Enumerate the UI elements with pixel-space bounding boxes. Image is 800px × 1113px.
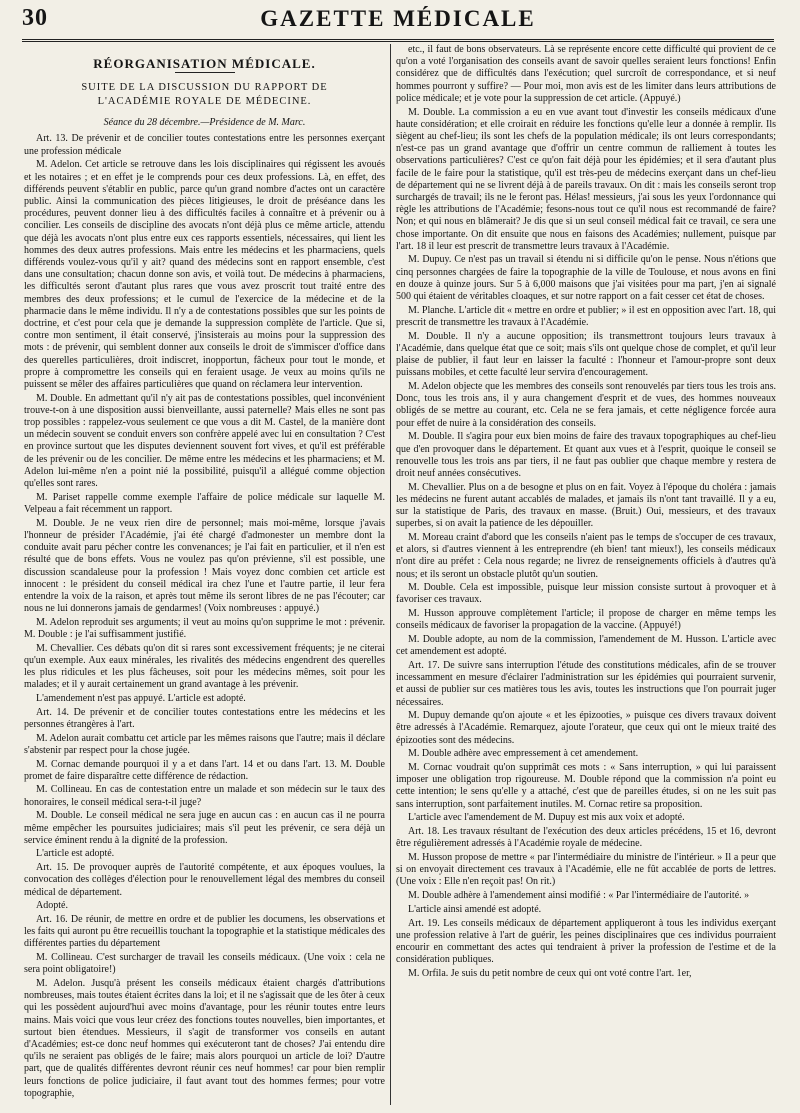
- page-header: [22, 2, 774, 38]
- section-title: RÉORGANISATION MÉDICALE.: [93, 56, 316, 71]
- paragraph: M. Dupuy. Ce n'est pas un travail si étendu ni si difficile qu'on le pense. Nous n'étions que cinq personnes chargées de faire la topographie de la ville de Toulouse, et nous avons en fini en douze à quinze jours. Sur 5 à 6,000 maisons que j'ai visitées pour ma part, j'en ai signalé 500 qui étaient de véritables cloaques, et sur notre rapport on a fait cesser cet état de choses.: [396, 254, 776, 303]
- paragraph: Art. 17. De suivre sans interruption l'étude des constitutions médicales, afin de se trouver incessamment en mesure d'éclairer l'administration sur les épidémies qui pourraient survenir, et aussi de publier sur ces matières tous les avis, toutes les instructions que l'on pourrait juger nécessaires.: [396, 659, 776, 708]
- paragraph: M. Adelon objecte que les membres des conseils sont renouvelés par tiers tous les trois ans. Donc, tous les trois ans, il y aura changement d'esprit et de vues, des hommes nouveaux obligés de se mettre au courant, etc. Cela ne se fera jamais, et cette négligence forcée aura pour effet de nuire à la considération des conseils.: [396, 380, 776, 429]
- paragraph: M. Chevallier. Plus on a de besogne et plus on en fait. Voyez à l'époque du choléra : jamais les médecins ne furent autant accablés de malades, et jamais ils n'ont tant travaillé. Il y a eu, sur la statistique de Paris, des travaux en masse. (Bruit.) Oui, messieurs, et des travaux superbes, si on avait la patience de les dépouiller.: [396, 481, 776, 530]
- paragraph: M. Moreau craint d'abord que les conseils n'aient pas le temps de s'occuper de ces travaux, et alors, si d'autres viennent à les entreprendre (eh bien! tant mieux!), les conseils médicaux n'ont dire au préfet : Cela nous regarde; ne livrez de renseignements officiels à d'autres qu'à nous; et ils seront un obstacle plutôt qu'un soutien.: [396, 531, 776, 580]
- paragraph: M. Husson propose de mettre « par l'intermédiaire du ministre de l'intérieur. » Il a peur que si on envoyait directement ces travaux à l'Académie, elle ne fût accablée de ports de lettres. (Une voix : Elle n'en reçoit pas! On rit.): [396, 852, 776, 888]
- paragraph: L'article avec l'amendement de M. Dupuy est mis aux voix et adopté.: [408, 812, 685, 824]
- paragraph: M. Adelon aurait combattu cet article par les mêmes raisons que l'autre; mais il déclare s'abstenir par respect pour la chose jugée.: [24, 732, 385, 756]
- paragraph: M. Collineau. En cas de contestation entre un malade et son médecin sur le taux des honoraires, le conseil médical sera-t-il juge?: [24, 784, 385, 808]
- paragraph: M. Double. Il s'agira pour eux bien moins de faire des travaux topographiques au chef-lieu que d'en provoquer dans le département. Et quant aux vues et à l'esprit, quoique le conseil se renouvelle tous les trois ans par tiers, il ne faut pas oublier que chaque membre y restera de droit neuf années consécutives.: [396, 431, 776, 479]
- paragraph: M. Double. En admettant qu'il n'y ait pas de contestations possibles, quel inconvénient trouve-t-on à une disposition aussi bienveillante, aussi paternelle? Mais elles ne sont pas trop possibles : rappelez-vous seulement ce que vous a dit M. Castel, de la manière dont un médecin souvent se conduit envers son confrère appelé avec lui en consultation ? C'est en province surtout que les disputes deviennent souvent fort vives, et qu'il est préférable de les prévenir ou de les concilier. De même entre les médecins et les pharmaciens; et M. Adelon lui-même n'en a point nié la possibilité, puisqu'il a allégué comme objection qu'elles sont rares.: [24, 392, 385, 490]
- seance-line: Séance du 28 décembre.—Présidence de M. Marc.: [103, 117, 306, 129]
- paragraph: M. Collineau. C'est surcharger de travail les conseils médicaux. (Une voix : cela ne sera point obligatoire!): [24, 952, 385, 976]
- column-divider: [390, 44, 391, 1105]
- paragraph: M. Double. Cela est impossible, puisque leur mission consiste surtout à provoquer et à favoriser ces travaux.: [396, 582, 776, 606]
- paragraph: M. Cornac voudrait qu'on supprimât ces mots : « Sans interruption, » qui lui paraissent imposer une obligation trop rigoureuse. M. Double répond que la commission n'a point eu cette intention; le sens qu'elle y a attaché, c'est que de pareilles études, si on ne les suit pas sans interruption, sont parfaitement inutiles. M. Cornac retire sa proposition.: [396, 762, 776, 810]
- page-number: 30: [22, 5, 48, 31]
- paragraph: L'article ainsi amendé est adopté.: [408, 903, 542, 915]
- left-column: [24, 44, 385, 1107]
- masthead-title: GAZETTE MÉDICALE: [260, 6, 536, 31]
- right-column: [396, 44, 776, 1107]
- right-paragraphs: [396, 44, 776, 980]
- paragraph: Art. 14. De prévenir et de concilier toutes contestations entre les médecins et les personnes étrangères à l'art.: [24, 706, 385, 730]
- title-divider: [175, 72, 235, 73]
- paragraph: Adopté.: [36, 900, 68, 912]
- paragraph: M. Double. Il n'y a aucune opposition; ils transmettront toujours leurs travaux à l'Académie, dans quelque état que ce soit; mais s'ils ont quelque chose de complet, et qu'il leur plaise de publier, il faut leur en laisser la faculté : l'honneur et l'amour-propre sont deux puissans mobiles, et cette faculté leur servira d'encouragement.: [396, 330, 776, 379]
- paragraph: M. Orfila. Je suis du petit nombre de ceux qui ont voté contre l'art. 1er,: [408, 967, 692, 979]
- paragraph: L'article est adopté.: [36, 848, 115, 860]
- paragraph: M. Husson approuve complètement l'article; il propose de charger en même temps les conseils médicaux de favoriser la propagation de la vaccine. (Appuyé!): [396, 608, 776, 632]
- paragraph: M. Adelon. Cet article se retrouve dans les lois disciplinaires qui régissent les avoués et les notaires ; et en effet je le comprends pour ces deux professions. Là, en effet, des différends peuvent s'établir en public, parce qu'un grand nombre d'actes ont un caractère public. Ainsi la communication des pièces litigieuses, le droit de préséance dans les procédures, peuvent donner lieu à des difficultés faciles à connaître et à prévenir ou à concilier. Les conseils de discipline des avocats n'ont déjà plus ce même article, attendu que déjà les avocats n'ont plus entre eux ces rapports essentiels, nécessaires, qui lient les hommes des deux autres professions. Mais entre les médecins et les pharmaciens, quels différends voulez-vous qu'il y ait? quand des médecins sont en rapport ensemble, c'est dans une consultation; chacun donne son avis, et voilà tout. De médecins à pharmaciens, les difficultés seront d'autant plus rares que vous avez proscrit tout traité entre des membres des deux professions; et le cumul de l'exercice de la médecine et de la pharmacie dans le même individu. Il n'y a de contestations possibles que sur les points de doctrine, et c'est pour cela que je demande la suppression complète de l'article. Que si, contre mon sentiment, il était conservé, j'insisterais au moins pour la suppression des mots : de prévenir, qui semblent donner aux conseils le droit de s'immiscer d'office dans des querelles particulières, droit indiscret, inopportun, fâcheux pour tout le monde, et propre à compromettre les conseils qui en feraient usage. Je veux au moins qu'ils ne puissent se mêler des affaires particulières que quand on réclamera leur intervention.: [24, 159, 385, 390]
- paragraph: M. Double. Je ne veux rien dire de personnel; mais moi-même, lorsque j'avais l'honneur de présider l'Académie, j'ai été chargé d'admonester un membre dont la conduite avait paru pécher contre les convenances; je l'ai fait en particulier, et il n'en est résulté que de bons effets. Vous ne voulez pas qu'on prévienne, s'il est possible, une discussion scandaleuse pour la profession ! Mais voyez donc combien cet article est innocent : le président du conseil médical ira chez l'une et l'autre partie, il leur fera entendre la voix de la raison, et après tout même ils seront libres de ne pas l'écouter; car nous ne lui donnerons jamais de gendarmes! (Voix nombreuses : appuyé.): [24, 517, 385, 615]
- paragraph: Art. 15. De provoquer auprès de l'autorité compétente, et aux époques voulues, la convocation des collèges d'élection pour le renouvellement légal des membres du conseil médical de département.: [24, 862, 385, 898]
- paragraph: M. Adelon reproduit ses arguments; il veut au moins qu'on supprime le mot : prévenir. M. Double : je l'ai suffisamment justifié.: [24, 616, 385, 641]
- paragraph: M. Double adopte, au nom de la commission, l'amendement de M. Husson. L'article avec cet amendement est adopté.: [396, 634, 776, 658]
- paragraph: M. Double adhère avec empressement à cet amendement.: [408, 748, 639, 760]
- paragraph: Art. 16. De réunir, de mettre en ordre et de publier les documens, les observations et les faits qui auront pu être recueillis touchant la topographie et la statistique médicales des différentes parties du département: [24, 914, 385, 950]
- section-subtitle: SUITE DE LA DISCUSSION DU RAPPORT DE L'ACADÉMIE ROYALE DE MÉDECINE.: [81, 82, 328, 108]
- paragraph: M. Cornac demande pourquoi il y a et dans l'art. 14 et ou dans l'art. 13. M. Double promet de faire disparaître cette différence de rédaction.: [24, 758, 385, 782]
- paragraph: etc., il faut de bons observateurs. Là se représente encore cette difficulté qui provient de ce qu'on a voté l'organisation des conseils avant de savoir quelles seraient leurs fonctions! Enfin considérez que de difficultés dans l'exécution; quel surcroît de correspondance, et si neuf hommes pourront y suffire? — Pour moi, mon avis est de les limiter dans leurs attributions de police médicale; et je vote pour la suppression de cet article. (Appuyé.): [396, 44, 776, 104]
- paragraph: M. Dupuy demande qu'on ajoute « et les épizooties, » puisque ces divers travaux doivent être adressés à l'Académie. Remarquez, ajoute l'orateur, que ceux qui ont le mieux traité des épizooties sont des médecins.: [396, 710, 776, 746]
- paragraph: L'amendement n'est pas appuyé. L'article est adopté.: [36, 693, 246, 705]
- paragraph: M. Double. La commission a eu en vue avant tout d'investir les conseils médicaux d'une haute considération; et elle croirait en réduire les fonctions qu'elle leur a donnée à remplir. Ils siègent au chef-lieu; ils sont les chefs de la population médicale; ils ont leurs correspondants; n'est-ce pas un grand avantage que d'offrir un centre commun de ralliement à toutes les observations particulières? C'est ce qu'on fait déjà pour les épidémies; et il sera d'autant plus facile de le faire pour la statistique, qu'il est très-peu de médecins exerçant dans un chef-lieu de département qui ne se livrent déjà à de pareils travaux. On dit : mais les conseils seront trop surchargés de travail; ils ne le feront pas. Hélas! messieurs, j'ai sous les yeux l'ordonnance qui règle les attributions de l'Académie; fesons-nous tout ce qu'il nous est recommandé de faire? Non; et qui nous en blâmerait? Je dis que si un seul conseil médical fait ce travail, ce sera une chose importante. On dit ensuite que nous en faisons des Académies; nullement, puisque par l'art. 18 il leur est prescrit de transmettre leurs travaux à l'Académie.: [396, 106, 776, 252]
- paragraph: M. Chevallier. Ces débats qu'on dit si rares sont excessivement fréquents; je ne citerai qu'un exemple. Aux eaux minérales, les rivalités des médecins engendrent des querelles les plus ridicules et les plus fâcheuses, soit pour les médecins mêmes, soit pour les malades; et il y aurait certainement un grand avantage à les prévenir.: [24, 642, 385, 691]
- paragraph: Art. 19. Les conseils médicaux de département appliqueront à tous les individus exerçant une profession relative à l'art de guérir, les peines disciplinaires que ces individus pourraient encourir en commettant des actes qui tendraient à priver la profession de l'estime et de la considération publiques.: [396, 917, 776, 966]
- paragraph: M. Double adhère à l'amendement ainsi modifié : « Par l'intermédiaire de l'autorité. »: [408, 890, 750, 902]
- paragraph: Art. 13. De prévenir et de concilier toutes contestations entre les personnes exerçant une profession médicale: [24, 133, 385, 157]
- paragraph: M. Double. Le conseil médical ne sera juge en aucun cas : en aucun cas il ne pourra même empêcher les poursuites judiciaires; mais s'il peut les prévenir, ce sera déjà un service éminent rendu à la dignité de la profession.: [24, 810, 385, 846]
- paragraph: M. Pariset rappelle comme exemple l'affaire de police médicale sur laquelle M. Velpeau a fait récemment un rapport.: [24, 491, 385, 515]
- paragraph: M. Adelon. Jusqu'à présent les conseils médicaux étaient chargés d'attributions nombreuses, mais toutes étaient écrites dans la loi; et il ne s'agissait que de les ôter à ceux qui les possèdent aujourd'hui avec moins d'avantage, pour les réunir toutes entre leurs mains. Mais voici que vous leur créez des fonctions toutes nouvelles, bien importantes, et surtout bien étendues. Messieurs, il s'agit de transformer vos conseils en autant d'Académies; est-ce donc neuf hommes qui exécuteront tant de choses? J'ai entendu dire qu'ils ne seraient pas obligés de le faire; mais alors pourquoi un article de loi? D'autre part, que de qualités différentes devront réunir ces neuf hommes! car pour bien remplir leurs fonctions de police judiciaire, il faut avant tout des hommes fermes; pour votre topographie,: [24, 978, 385, 1099]
- paragraph: Art. 18. Les travaux résultant de l'exécution des deux articles précédens, 15 et 16, devront être régulièrement adressés à l'Académie royale de médecine.: [396, 826, 776, 850]
- header-rule: [22, 39, 774, 42]
- left-paragraphs: [24, 133, 385, 1100]
- paragraph: M. Planche. L'article dit « mettre en ordre et publier; » il est en opposition avec l'art. 18, qui prescrit de transmettre les travaux à l'Académie.: [396, 304, 776, 328]
